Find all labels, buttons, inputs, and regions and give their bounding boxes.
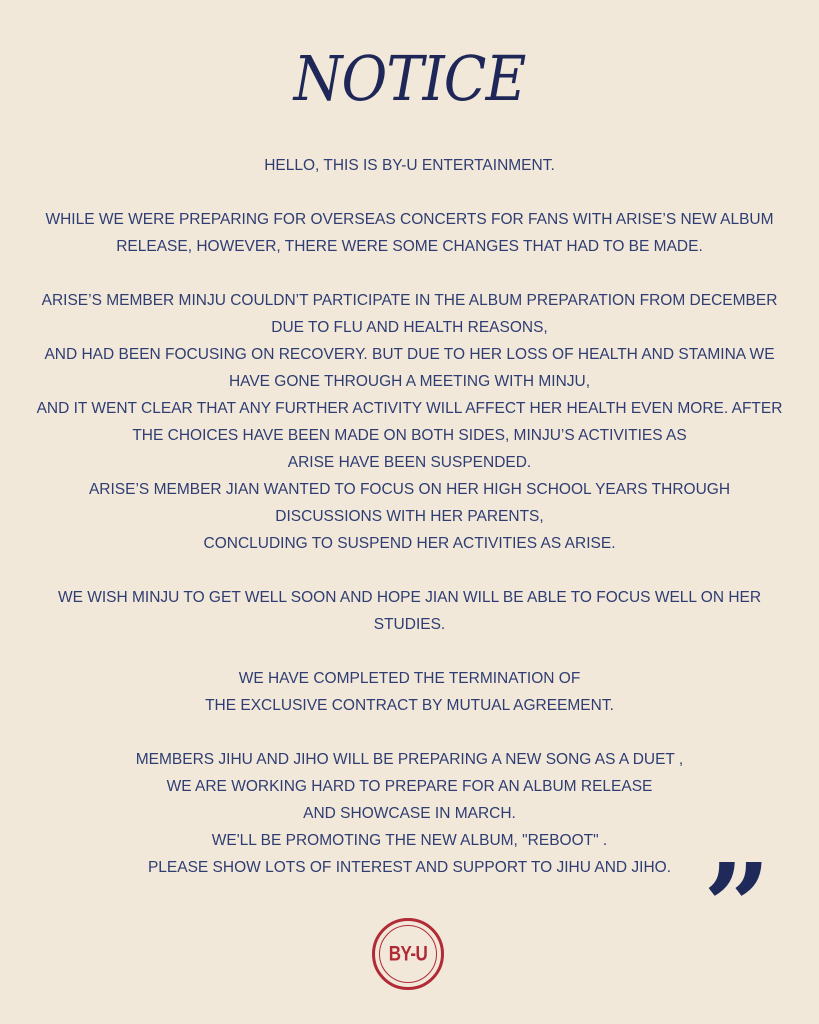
notice-line: THE CHOICES HAVE BEEN MADE ON BOTH SIDES, MINJU’S ACTIVITIES AS [132, 427, 687, 444]
notice-paragraph [30, 287, 789, 557]
notice-paragraph [30, 746, 789, 881]
notice-line: HELLO, THIS IS BY-U ENTERTAINMENT. [264, 157, 555, 174]
notice-paragraph [30, 206, 789, 260]
notice-paragraph [30, 584, 789, 638]
by-u-logo-inner-ring [379, 925, 437, 983]
notice-line: ARISE HAVE BEEN SUSPENDED. [287, 454, 532, 471]
notice-line: WE HAVE COMPLETED THE TERMINATION OF [238, 670, 581, 687]
notice-line: ARISE’S MEMBER MINJU COULDN’T PARTICIPATE IN THE ALBUM PREPARATION FROM DECEMBER [41, 292, 778, 309]
closing-quote-mark: ” [703, 837, 765, 976]
notice-line: WHILE WE WERE PREPARING FOR OVERSEAS CONCERTS FOR FANS WITH ARISE’S NEW ALBUM [45, 211, 774, 228]
notice-line: DISCUSSIONS WITH HER PARENTS, [275, 508, 544, 525]
notice-line: RELEASE, HOWEVER, THERE WERE SOME CHANGES THAT HAD TO BE MADE. [116, 238, 703, 255]
notice-line: PLEASE SHOW LOTS OF INTEREST AND SUPPORT TO JIHU AND JIHO. [147, 859, 672, 876]
notice-paragraph [30, 665, 789, 719]
notice-line: WE ARE WORKING HARD TO PREPARE FOR AN ALBUM RELEASE [166, 778, 653, 795]
notice-line: STUDIES. [373, 616, 446, 633]
by-u-logo-text: BY-U [388, 941, 428, 966]
by-u-logo [372, 918, 444, 990]
notice-line: DUE TO FLU AND HEALTH REASONS, [271, 319, 548, 336]
notice-line: MEMBERS JIHU AND JIHO WILL BE PREPARING A NEW SONG AS A DUET , [135, 751, 684, 768]
notice-line: ARISE’S MEMBER JIAN WANTED TO FOCUS ON HER HIGH SCHOOL YEARS THROUGH [88, 481, 731, 498]
notice-line: AND HAD BEEN FOCUSING ON RECOVERY. BUT DUE TO HER LOSS OF HEALTH AND STAMINA WE [44, 346, 775, 363]
notice-line: WE WISH MINJU TO GET WELL SOON AND HOPE JIAN WILL BE ABLE TO FOCUS WELL ON HER [57, 589, 762, 606]
notice-paragraph [30, 152, 789, 179]
notice-title: NOTICE [293, 42, 526, 115]
notice-line: HAVE GONE THROUGH A MEETING WITH MINJU, [228, 373, 591, 390]
notice-body [30, 152, 789, 881]
notice-line: AND SHOWCASE IN MARCH. [303, 805, 516, 822]
notice-line: THE EXCLUSIVE CONTRACT BY MUTUAL AGREEMENT. [205, 697, 614, 714]
notice-line: WE'LL BE PROMOTING THE NEW ALBUM, "REBOOT" . [211, 832, 608, 849]
notice-line: CONCLUDING TO SUSPEND HER ACTIVITIES AS ARISE. [203, 535, 616, 552]
notice-line: AND IT WENT CLEAR THAT ANY FURTHER ACTIVITY WILL AFFECT HER HEALTH EVEN MORE. AFTER [36, 400, 783, 417]
